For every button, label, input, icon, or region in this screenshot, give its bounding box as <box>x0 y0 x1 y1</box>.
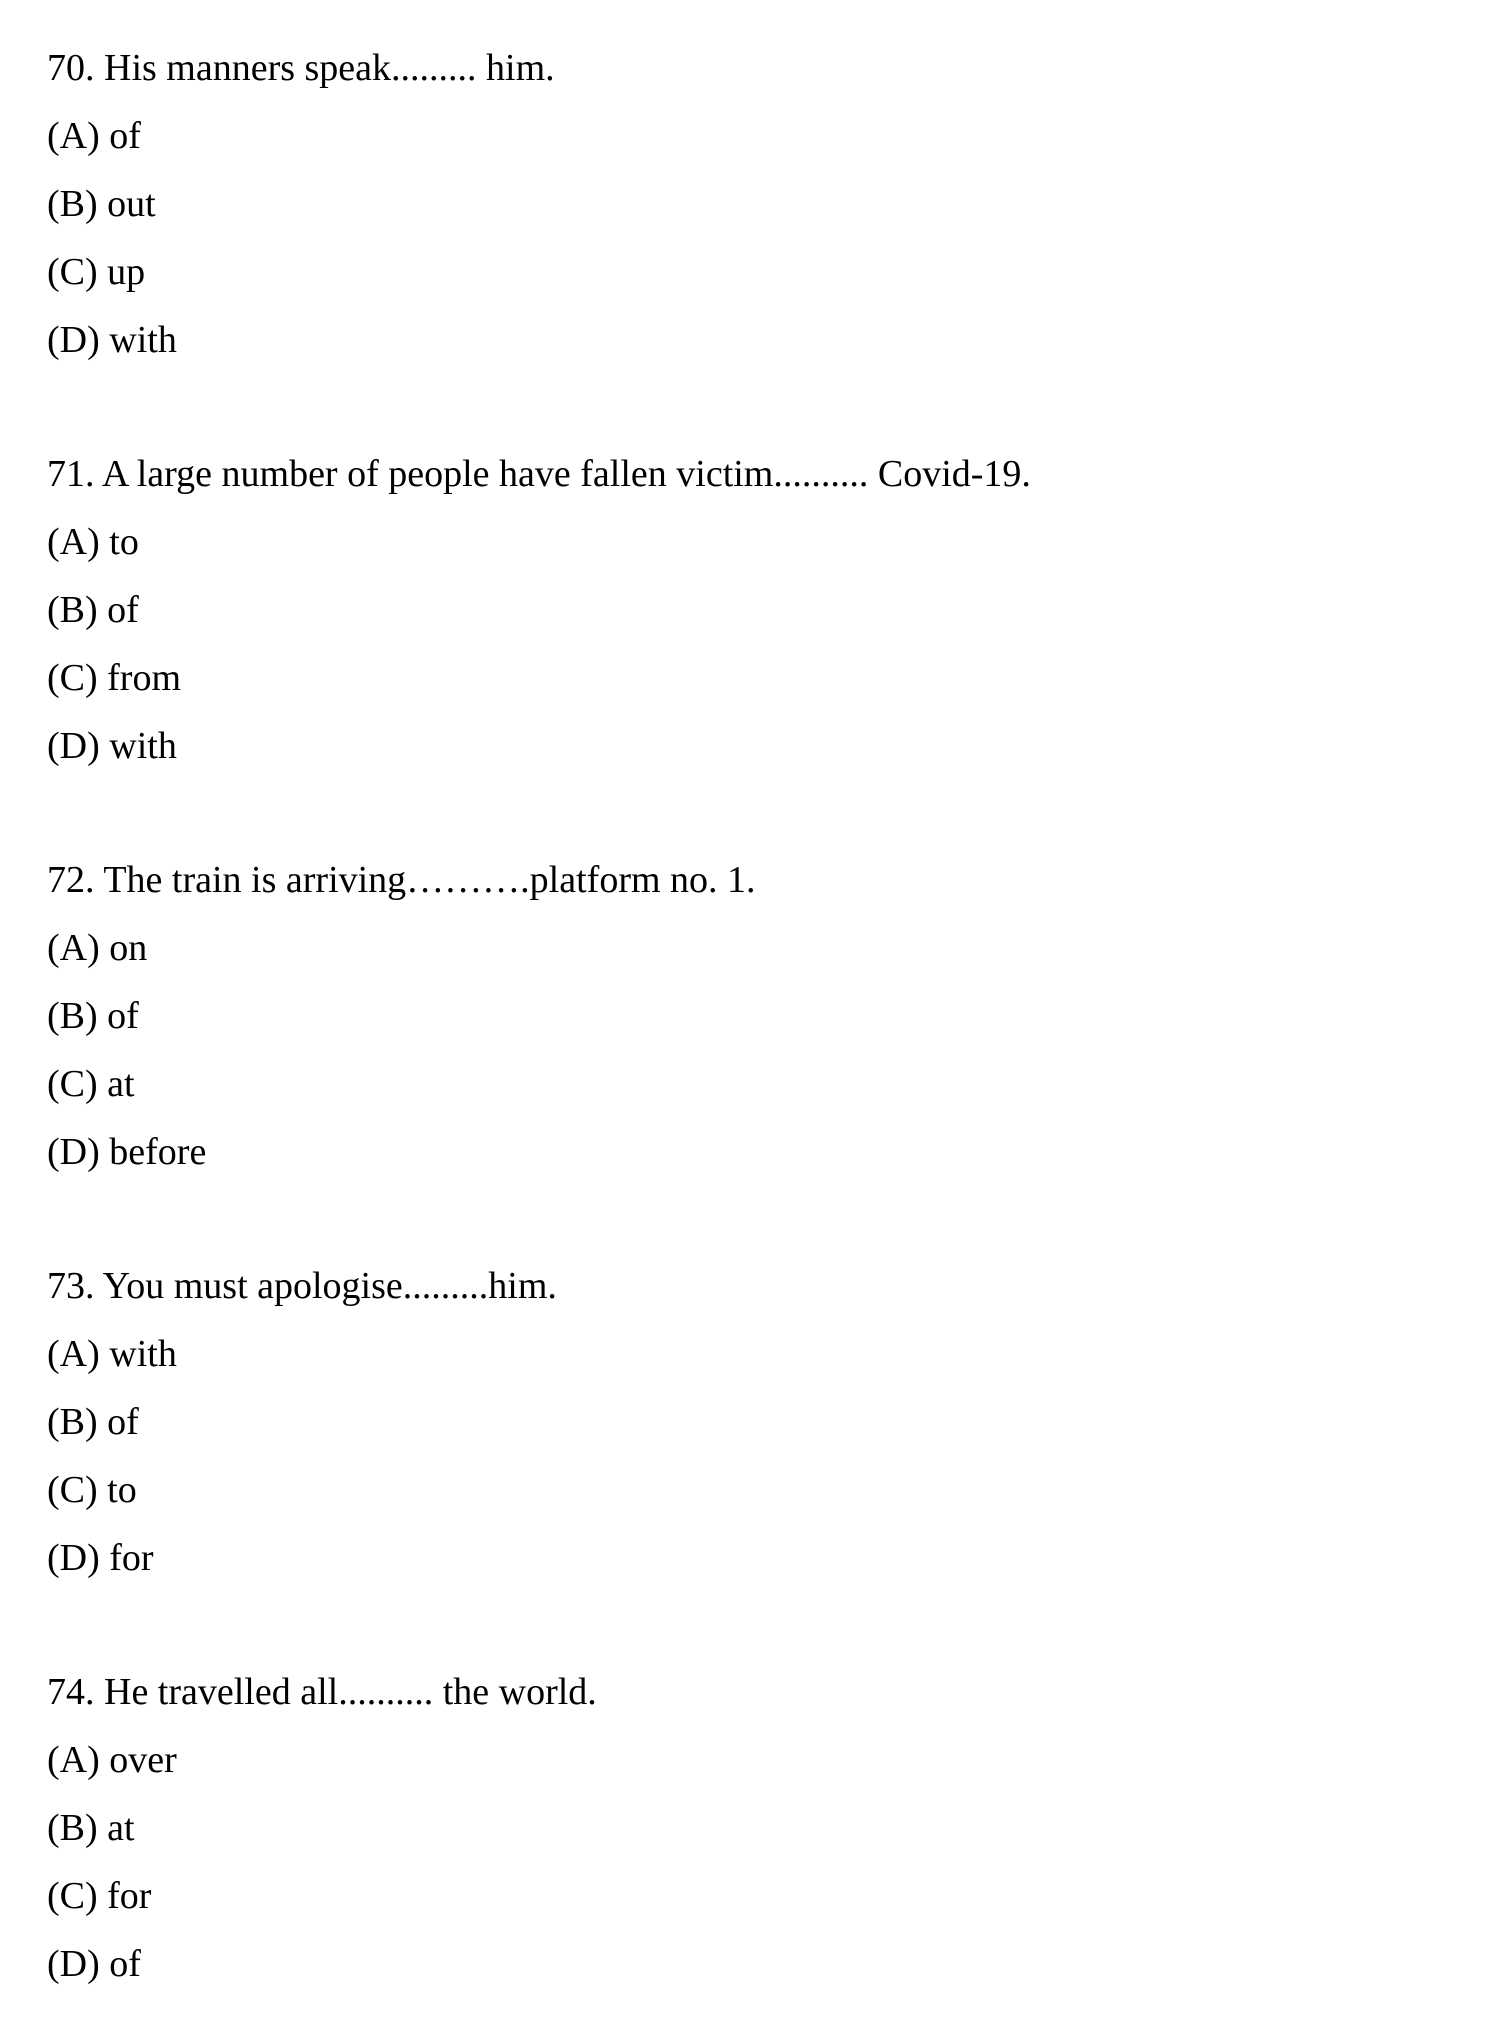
option-line <box>47 982 1465 1050</box>
option-label: (C) <box>47 657 98 699</box>
option-label: (B) <box>47 1401 98 1443</box>
option-line <box>47 1794 1465 1862</box>
option-label: (B) <box>47 995 98 1037</box>
option-label: (A) <box>47 115 100 157</box>
option-text: at <box>107 1807 135 1849</box>
question-number: 73. <box>47 1265 95 1307</box>
option-line <box>47 914 1465 982</box>
option-line <box>47 1320 1465 1388</box>
option-label: (C) <box>47 251 98 293</box>
option-line <box>47 1930 1465 1998</box>
option-text: for <box>107 1875 152 1917</box>
question-number: 70. <box>47 47 95 89</box>
question-prompt <box>47 846 1465 914</box>
option-line <box>47 1456 1465 1524</box>
option-label: (D) <box>47 1943 100 1985</box>
option-text: on <box>109 927 148 969</box>
question-text: His manners speak......... him. <box>104 47 555 89</box>
option-text: over <box>109 1739 177 1781</box>
question-block-71 <box>47 440 1465 780</box>
option-text: from <box>107 657 182 699</box>
question-number: 72. <box>47 859 95 901</box>
option-line <box>47 102 1465 170</box>
option-text: with <box>109 1333 177 1375</box>
option-line <box>47 1524 1465 1592</box>
option-text: at <box>107 1063 135 1105</box>
option-label: (D) <box>47 725 100 767</box>
option-line <box>47 508 1465 576</box>
option-label: (D) <box>47 319 100 361</box>
option-line <box>47 644 1465 712</box>
option-line <box>47 1388 1465 1456</box>
option-line <box>47 170 1465 238</box>
option-label: (A) <box>47 521 100 563</box>
option-text: with <box>109 319 177 361</box>
option-line <box>47 306 1465 374</box>
option-label: (A) <box>47 1739 100 1781</box>
option-text: of <box>109 115 141 157</box>
option-label: (B) <box>47 1807 98 1849</box>
option-text: to <box>109 521 139 563</box>
option-label: (D) <box>47 1131 100 1173</box>
option-label: (A) <box>47 1333 100 1375</box>
question-text: He travelled all.......... the world. <box>104 1671 597 1713</box>
option-text: before <box>109 1131 207 1173</box>
option-text: to <box>107 1469 137 1511</box>
option-text: up <box>107 251 146 293</box>
option-label: (D) <box>47 1537 100 1579</box>
question-block-74 <box>47 1658 1465 1998</box>
option-text: of <box>107 995 139 1037</box>
question-block-70 <box>47 34 1465 374</box>
option-label: (C) <box>47 1063 98 1105</box>
option-line <box>47 1118 1465 1186</box>
question-prompt <box>47 1658 1465 1726</box>
option-line <box>47 238 1465 306</box>
option-label: (A) <box>47 927 100 969</box>
option-text: of <box>107 1401 139 1443</box>
option-text: out <box>107 183 156 225</box>
option-label: (C) <box>47 1875 98 1917</box>
question-number: 71. <box>47 453 95 495</box>
option-text: of <box>107 589 139 631</box>
question-block-72 <box>47 846 1465 1186</box>
question-block-73 <box>47 1252 1465 1592</box>
option-line <box>47 1726 1465 1794</box>
question-text: The train is arriving……….platform no. 1. <box>103 859 756 901</box>
option-line <box>47 576 1465 644</box>
question-text: A large number of people have fallen victim.......... Covid-19. <box>101 453 1031 495</box>
option-label: (B) <box>47 183 98 225</box>
option-line <box>47 1862 1465 1930</box>
option-text: with <box>109 725 177 767</box>
question-text: You must apologise.........him. <box>102 1265 557 1307</box>
question-prompt <box>47 1252 1465 1320</box>
option-label: (B) <box>47 589 98 631</box>
option-line <box>47 712 1465 780</box>
option-text: for <box>109 1537 154 1579</box>
option-label: (C) <box>47 1469 98 1511</box>
question-prompt <box>47 440 1465 508</box>
option-line <box>47 1050 1465 1118</box>
option-text: of <box>109 1943 141 1985</box>
question-prompt <box>47 34 1465 102</box>
question-number: 74. <box>47 1671 95 1713</box>
